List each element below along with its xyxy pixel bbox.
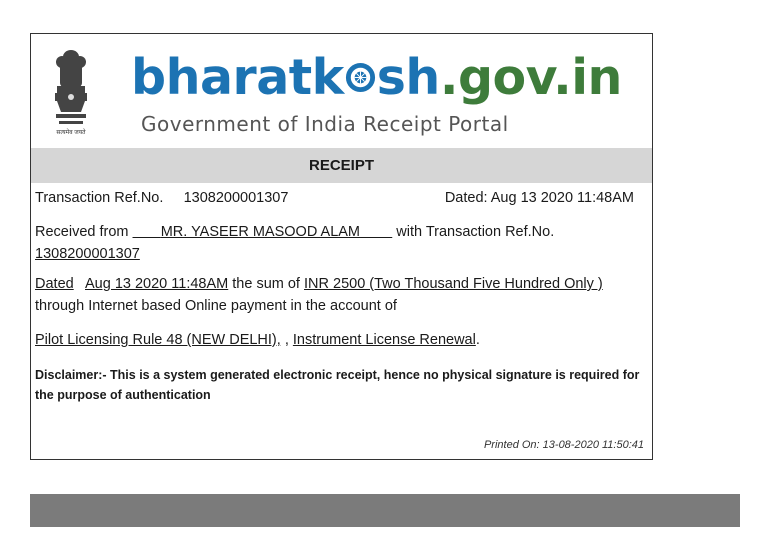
- printed-on: Printed On: 13-08-2020 11:50:41: [483, 439, 644, 451]
- account-comma: ,: [284, 332, 289, 348]
- payer-name: [133, 224, 393, 240]
- receipt-card: [30, 33, 653, 460]
- national-emblem-icon: [51, 44, 91, 140]
- brand-logo: [131, 49, 622, 106]
- amount-paragraph: [35, 273, 648, 317]
- emblem-motto: सत्यमेव जयते: [56, 130, 86, 136]
- receipt-body: [31, 183, 652, 405]
- payer-name-text: MR. YASEER MASOOD ALAM: [160, 224, 361, 240]
- account-name-a: Pilot Licensing Rule 48 (NEW DELHI),: [35, 332, 281, 348]
- with-txn-label: with Transaction Ref.No.: [396, 224, 555, 240]
- txn-label: Transaction Ref.No.: [35, 190, 164, 206]
- received-paragraph: [35, 221, 648, 265]
- transaction-row: [35, 183, 648, 213]
- chakra-icon: [344, 61, 377, 94]
- portal-subtitle: Government of India Receipt Portal: [141, 112, 509, 136]
- receipt-title: RECEIPT: [31, 148, 652, 183]
- account-name-b: Instrument License Renewal: [292, 332, 476, 348]
- amount-value: INR 2500 (Two Thousand Five Hundred Only ): [304, 276, 603, 292]
- footer-bar: [30, 494, 740, 527]
- receipt-header: [31, 34, 652, 148]
- dated-top: Dated: Aug 13 2020 11:48AM: [444, 190, 634, 206]
- disclaimer: Disclaimer:- This is a system generated electronic receipt, hence no physical signature is required for the purpose of authentication: [35, 368, 640, 402]
- brand-text-left: bharatk: [131, 49, 344, 106]
- account-paragraph: [35, 329, 648, 351]
- brand-text-mid: sh: [376, 49, 440, 106]
- date-value: Aug 13 2020 11:48AM: [85, 276, 229, 292]
- through-text: through Internet based Online payment in the account of: [35, 298, 397, 314]
- txn-number: 1308200001307: [183, 190, 289, 206]
- txn-number-2: 1308200001307: [35, 246, 140, 262]
- received-from-label: Received from: [35, 224, 129, 240]
- account-period: .: [475, 332, 480, 348]
- brand-text-domain: .gov.in: [439, 49, 622, 106]
- sum-label: the sum of: [232, 276, 300, 292]
- dated-label: Dated: [35, 276, 74, 292]
